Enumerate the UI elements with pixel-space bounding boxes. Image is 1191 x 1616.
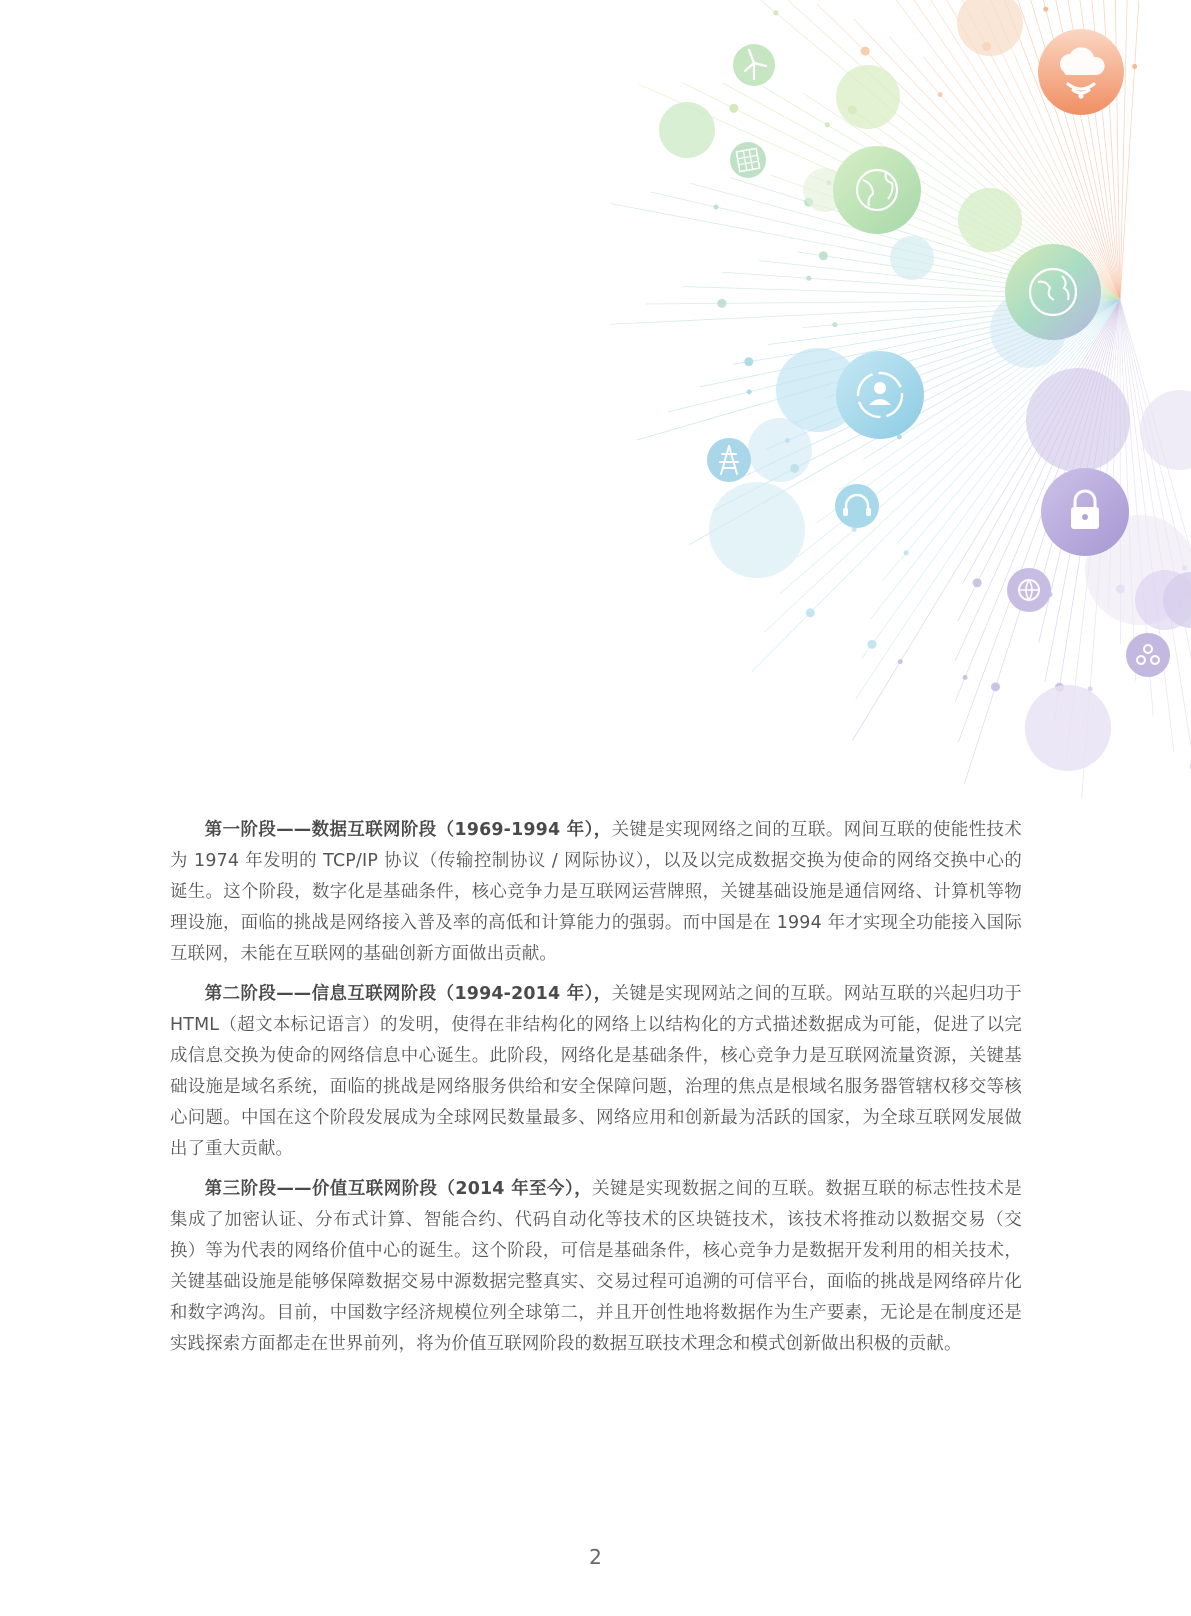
bubble — [659, 102, 715, 158]
scatter-dot — [744, 357, 753, 366]
body-text — [170, 815, 1022, 1369]
bubble — [709, 482, 805, 578]
paragraph-text: 关键是实现网络之间的互联。网间互联的使能性技术为 1974 年发明的 TCP/IP 协议（传输控制协议 / 网际协议），以及以完成数据交换为使命的网络交换中心的诞生。这个阶段，数字化是基础条件，核心竞争力是互联网运营牌照，关键基础设施是通信网络、计算机等物理设施，面临的挑战是网络接入普及率的高低和计算能力的强弱。而中国是在 1994 年才实现全功能接入国际互联网，未能在互联网的基础创新方面做出贡献。 — [170, 820, 1022, 964]
solar-panel-icon — [730, 142, 766, 178]
paragraph-lead: 第三阶段——价值互联网阶段（2014 年至今）， — [204, 1179, 593, 1199]
globe-icon — [833, 146, 921, 234]
scatter-dot — [1132, 64, 1137, 69]
scatter-dot — [773, 10, 778, 15]
bubble — [890, 236, 934, 280]
scatter-dot — [806, 608, 815, 617]
lock-icon — [1041, 468, 1129, 556]
scatter-dot — [938, 92, 943, 97]
paragraph-stage-3 — [170, 1174, 1022, 1360]
bubble — [836, 65, 900, 129]
cloud-signal-icon — [1038, 29, 1124, 115]
bubble — [957, 0, 1023, 56]
scatter-dot — [991, 682, 1000, 691]
scatter-dot — [729, 104, 738, 113]
power-tower-icon — [707, 438, 751, 482]
ray-line — [1114, 0, 1120, 300]
paragraph-lead: 第一阶段——数据互联网阶段（1969-1994 年）， — [204, 820, 612, 840]
page-number: 2 — [589, 1545, 602, 1569]
scatter-dot — [825, 122, 830, 127]
bubble — [958, 188, 1022, 252]
scatter-dot — [898, 659, 903, 664]
paragraph-text: 关键是实现数据之间的互联。数据互联的标志性技术是集成了加密认证、分布式计算、智能合约、代码自动化等技术的区块链技术，该技术将推动以数据交易（交换）等为代表的网络价值中心的诞生。这个阶段，可信是基础条件，核心竞争力是数据开发利用的相关技术，关键基础设施是能够保障数据交易中源数据完整真实、交易过程可追溯的可信平台，面临的挑战是网络碎片化和数字鸿沟。目前，中国数字经济规模位列全球第二，并且开创性地将数据作为生产要素，无论是在制度还是实践探索方面都走在世界前列，将为价值互联网阶段的数据互联技术理念和模式创新做出积极的贡献。 — [170, 1179, 1022, 1354]
web-icon — [1007, 568, 1051, 612]
paragraph-stage-1 — [170, 815, 1022, 970]
scatter-dot — [973, 578, 982, 587]
earth-icon — [1005, 244, 1101, 340]
scatter-dot — [717, 299, 726, 308]
people-sync-icon — [836, 351, 924, 439]
hero-illustration — [580, 0, 1191, 860]
ray-line — [1120, 1, 1139, 300]
scatter-dot — [904, 550, 909, 555]
scatter-dot — [832, 322, 837, 327]
headset-icon — [835, 484, 879, 528]
paragraph-lead: 第二阶段——信息互联网阶段（1994-2014 年）， — [204, 984, 612, 1004]
ray-line — [1120, 0, 1128, 300]
scatter-dot — [963, 675, 968, 680]
bubble — [1025, 685, 1111, 771]
scatter-dot — [806, 276, 811, 281]
bubble — [1026, 368, 1130, 472]
wind-turbine-icon — [733, 44, 775, 86]
scatter-dot — [868, 640, 877, 649]
scatter-dot — [1043, 7, 1048, 12]
scatter-dot — [861, 47, 870, 56]
bubble — [1140, 390, 1191, 470]
bubble — [748, 418, 812, 482]
scatter-dot — [819, 251, 828, 260]
paragraph-stage-2 — [170, 979, 1022, 1165]
network-icon — [1126, 633, 1170, 677]
paragraph-text: 关键是实现网站之间的互联。网站互联的兴起归功于 HTML（超文本标记语言）的发明，使得在非结构化的网络上以结构化的方式描述数据成为可能，促进了以完成信息交换为使命的网络信息中心诞生。此阶段，网络化是基础条件，核心竞争力是互联网流量资源，关键基础设施是域名系统，面临的挑战是网络服务供给和安全保障问题，治理的焦点是根域名服务器管辖权移交等核心问题。中国在这个阶段发展成为全球网民数量最多、网络应用和创新最为活跃的国家，为全球互联网发展做出了重大贡献。 — [170, 984, 1022, 1159]
scatter-dot — [747, 389, 752, 394]
scatter-dot — [714, 205, 719, 210]
